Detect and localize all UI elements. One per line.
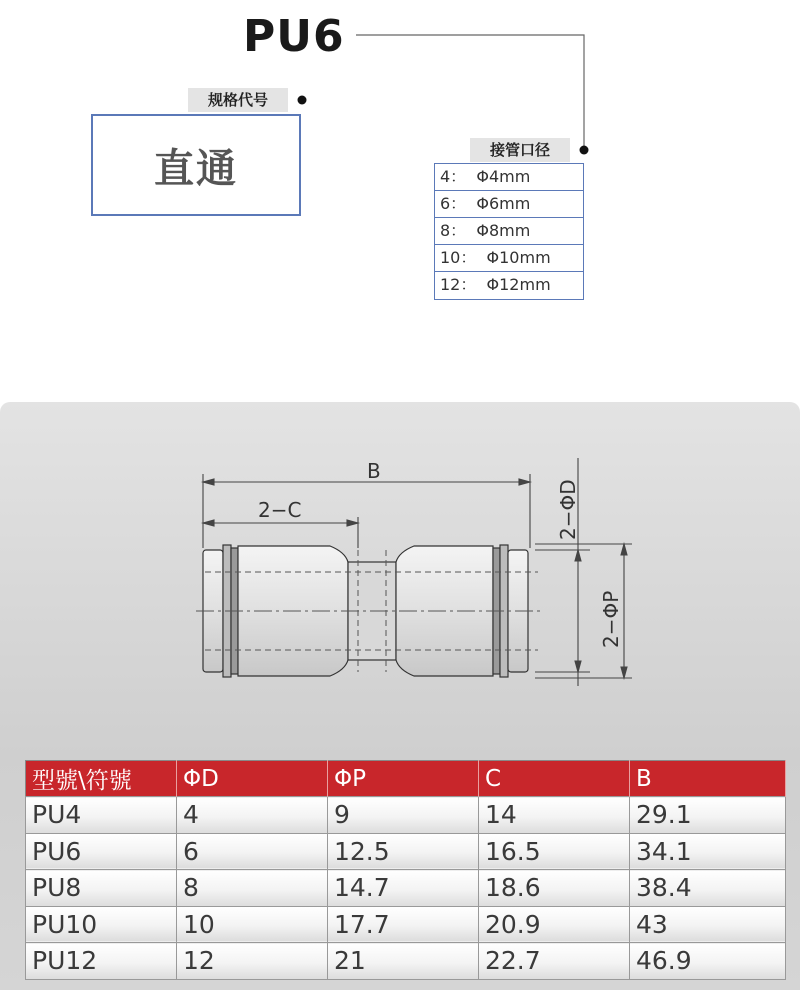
cell-c: 16.5 — [479, 833, 630, 870]
header-c: C — [479, 761, 630, 797]
header-model: 型號\符號 — [26, 761, 177, 797]
model-code-title: PU6 — [243, 11, 345, 62]
cell-p: 12.5 — [328, 833, 479, 870]
cell-model: PU8 — [26, 870, 177, 907]
cell-model: PU12 — [26, 943, 177, 980]
table-header-row — [26, 761, 786, 797]
cell-b: 38.4 — [630, 870, 786, 907]
cell-p: 14.7 — [328, 870, 479, 907]
cell-c: 14 — [479, 797, 630, 834]
cell-model: PU6 — [26, 833, 177, 870]
table-row — [26, 797, 786, 834]
cell-d: 8 — [177, 870, 328, 907]
cell-b: 34.1 — [630, 833, 786, 870]
dim-p-arrow-top — [621, 544, 627, 555]
bore-option: 4： Φ4mm — [435, 164, 583, 191]
dim-c-arrow-right — [347, 520, 358, 526]
cell-p: 21 — [328, 943, 479, 980]
dim-c-label: 2−C — [258, 498, 302, 522]
cell-c: 20.9 — [479, 906, 630, 943]
dim-p-label: 2−ΦP — [599, 590, 623, 648]
cell-model: PU10 — [26, 906, 177, 943]
table-row — [26, 906, 786, 943]
cell-p: 17.7 — [328, 906, 479, 943]
cell-c: 22.7 — [479, 943, 630, 980]
cell-d: 12 — [177, 943, 328, 980]
cell-d: 10 — [177, 906, 328, 943]
bore-option: 10： Φ10mm — [435, 245, 583, 272]
cell-c: 18.6 — [479, 870, 630, 907]
spec-code-label: 规格代号 — [188, 88, 288, 112]
cell-p: 9 — [328, 797, 479, 834]
bore-option: 6： Φ6mm — [435, 191, 583, 218]
cell-b: 46.9 — [630, 943, 786, 980]
bore-size-list — [434, 163, 584, 300]
table-row — [26, 870, 786, 907]
dim-b-arrow-right — [519, 479, 530, 485]
bore-leader-line — [356, 35, 584, 148]
bore-size-label: 接管口径 — [470, 138, 570, 162]
dim-d-arrow-top — [575, 550, 581, 561]
cell-model: PU4 — [26, 797, 177, 834]
cell-b: 29.1 — [630, 797, 786, 834]
fitting-drawing — [0, 402, 800, 762]
type-name: 直通 — [154, 145, 238, 192]
dim-b-arrow-left — [203, 479, 214, 485]
bore-option: 12： Φ12mm — [440, 275, 551, 294]
bore-option: 8： Φ8mm — [435, 218, 583, 245]
header-d: ΦD — [177, 761, 328, 797]
cell-b: 43 — [630, 906, 786, 943]
table-row — [26, 833, 786, 870]
cell-d: 6 — [177, 833, 328, 870]
spec-table — [25, 760, 786, 980]
header-b: B — [630, 761, 786, 797]
cell-d: 4 — [177, 797, 328, 834]
bore-dot — [580, 146, 589, 155]
dim-d-arrow-bottom — [575, 661, 581, 672]
dim-b-label: B — [367, 459, 381, 483]
spec-dot — [298, 96, 307, 105]
dim-c-arrow-left — [203, 520, 214, 526]
dim-d-label: 2−ΦD — [556, 479, 580, 540]
table-row — [26, 943, 786, 980]
type-box — [91, 114, 301, 216]
dim-p-arrow-bottom — [621, 667, 627, 678]
header-p: ΦP — [328, 761, 479, 797]
